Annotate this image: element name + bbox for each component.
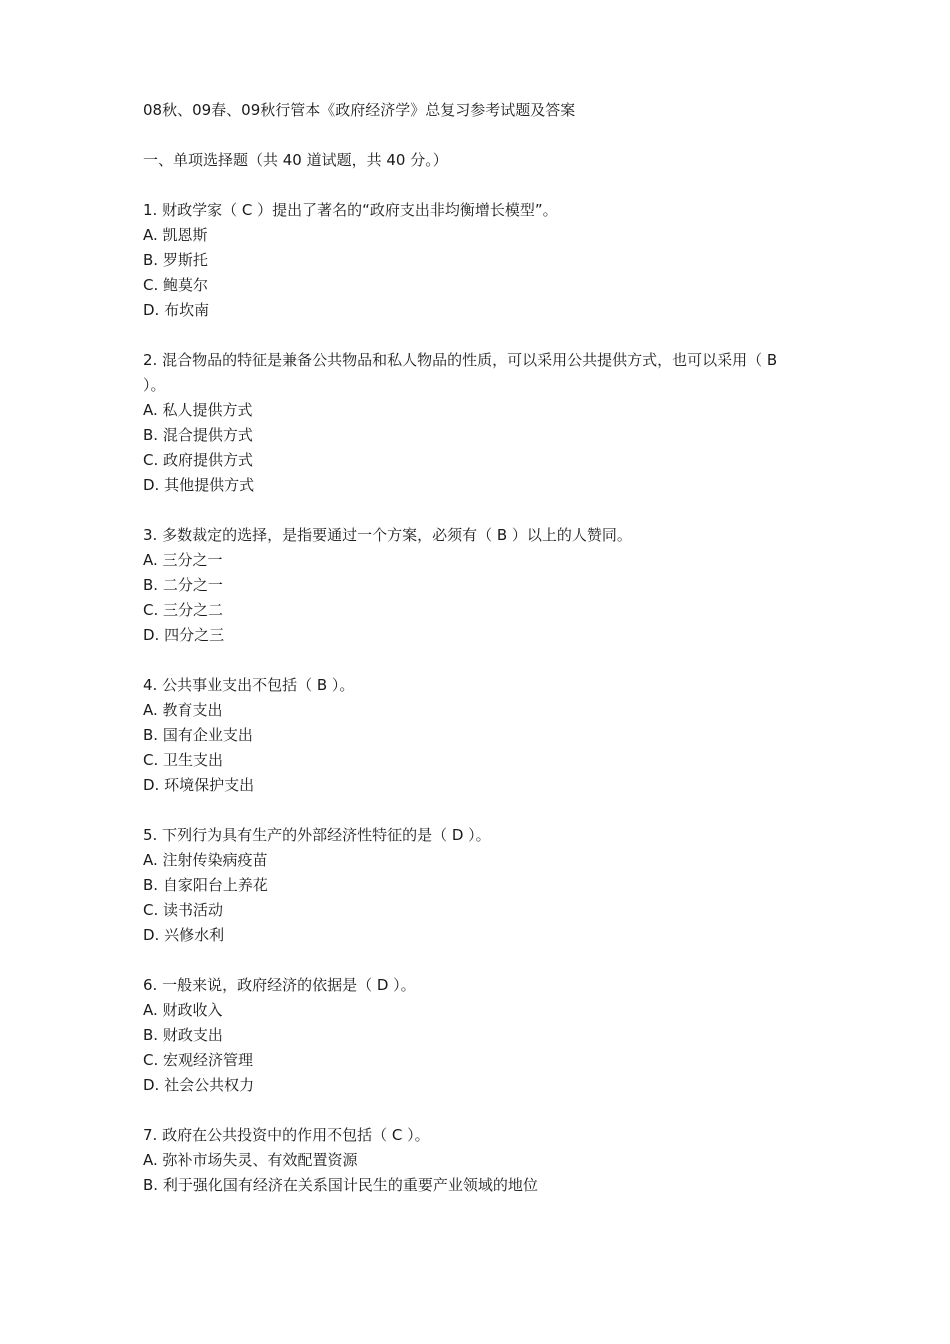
section-title: 一、单项选择题（共 40 道试题，共 40 分。） [143,151,448,169]
question-4 [143,673,803,798]
option-c: C. 鲍莫尔 [143,276,209,294]
option-a: A. 私人提供方式 [143,401,253,419]
option-d: D. 四分之三 [143,626,225,644]
question-text: 6. 一般来说，政府经济的依据是（ D ）。 [143,976,416,994]
option-a: A. 凯恩斯 [143,226,208,244]
option-a: A. 三分之一 [143,551,223,569]
question-1 [143,198,803,323]
option-a: A. 弥补市场失灵、有效配置资源 [143,1151,358,1169]
question-text: 1. 财政学家（ C ）提出了著名的“政府支出非均衡增长模型”。 [143,201,558,219]
question-5 [143,823,803,948]
question-2 [143,348,803,498]
option-a: A. 教育支出 [143,701,223,719]
option-d: D. 其他提供方式 [143,476,255,494]
option-c: C. 宏观经济管理 [143,1051,254,1069]
question-text: 2. 混合物品的特征是兼备公共物品和私人物品的性质，可以采用公共提供方式，也可以采用（ B ）。 [143,351,778,394]
question-text: 7. 政府在公共投资中的作用不包括（ C ）。 [143,1126,430,1144]
option-d: D. 布坎南 [143,301,210,319]
option-b: B. 财政支出 [143,1026,223,1044]
option-d: D. 兴修水利 [143,926,225,944]
question-6 [143,973,803,1098]
option-b: B. 国有企业支出 [143,726,253,744]
option-b: B. 自家阳台上养花 [143,876,268,894]
option-b: B. 利于强化国有经济在关系国计民生的重要产业领域的地位 [143,1176,538,1194]
option-c: C. 卫生支出 [143,751,224,769]
option-d: D. 社会公共权力 [143,1076,255,1094]
option-b: B. 混合提供方式 [143,426,253,444]
option-c: C. 读书活动 [143,901,224,919]
question-text: 3. 多数裁定的选择，是指要通过一个方案，必须有（ B ）以上的人赞同。 [143,526,632,544]
question-text: 5. 下列行为具有生产的外部经济性特征的是（ D ）。 [143,826,491,844]
option-c: C. 政府提供方式 [143,451,254,469]
question-text: 4. 公共事业支出不包括（ B ）。 [143,676,355,694]
option-b: B. 二分之一 [143,576,223,594]
option-a: A. 注射传染病疫苗 [143,851,268,869]
option-b: B. 罗斯托 [143,251,208,269]
document-title: 08秋、09春、09秋行管本《政府经济学》总复习参考试题及答案 [143,101,576,119]
question-3 [143,523,803,648]
question-7 [143,1123,803,1198]
option-a: A. 财政收入 [143,1001,223,1019]
option-d: D. 环境保护支出 [143,776,255,794]
option-c: C. 三分之二 [143,601,224,619]
